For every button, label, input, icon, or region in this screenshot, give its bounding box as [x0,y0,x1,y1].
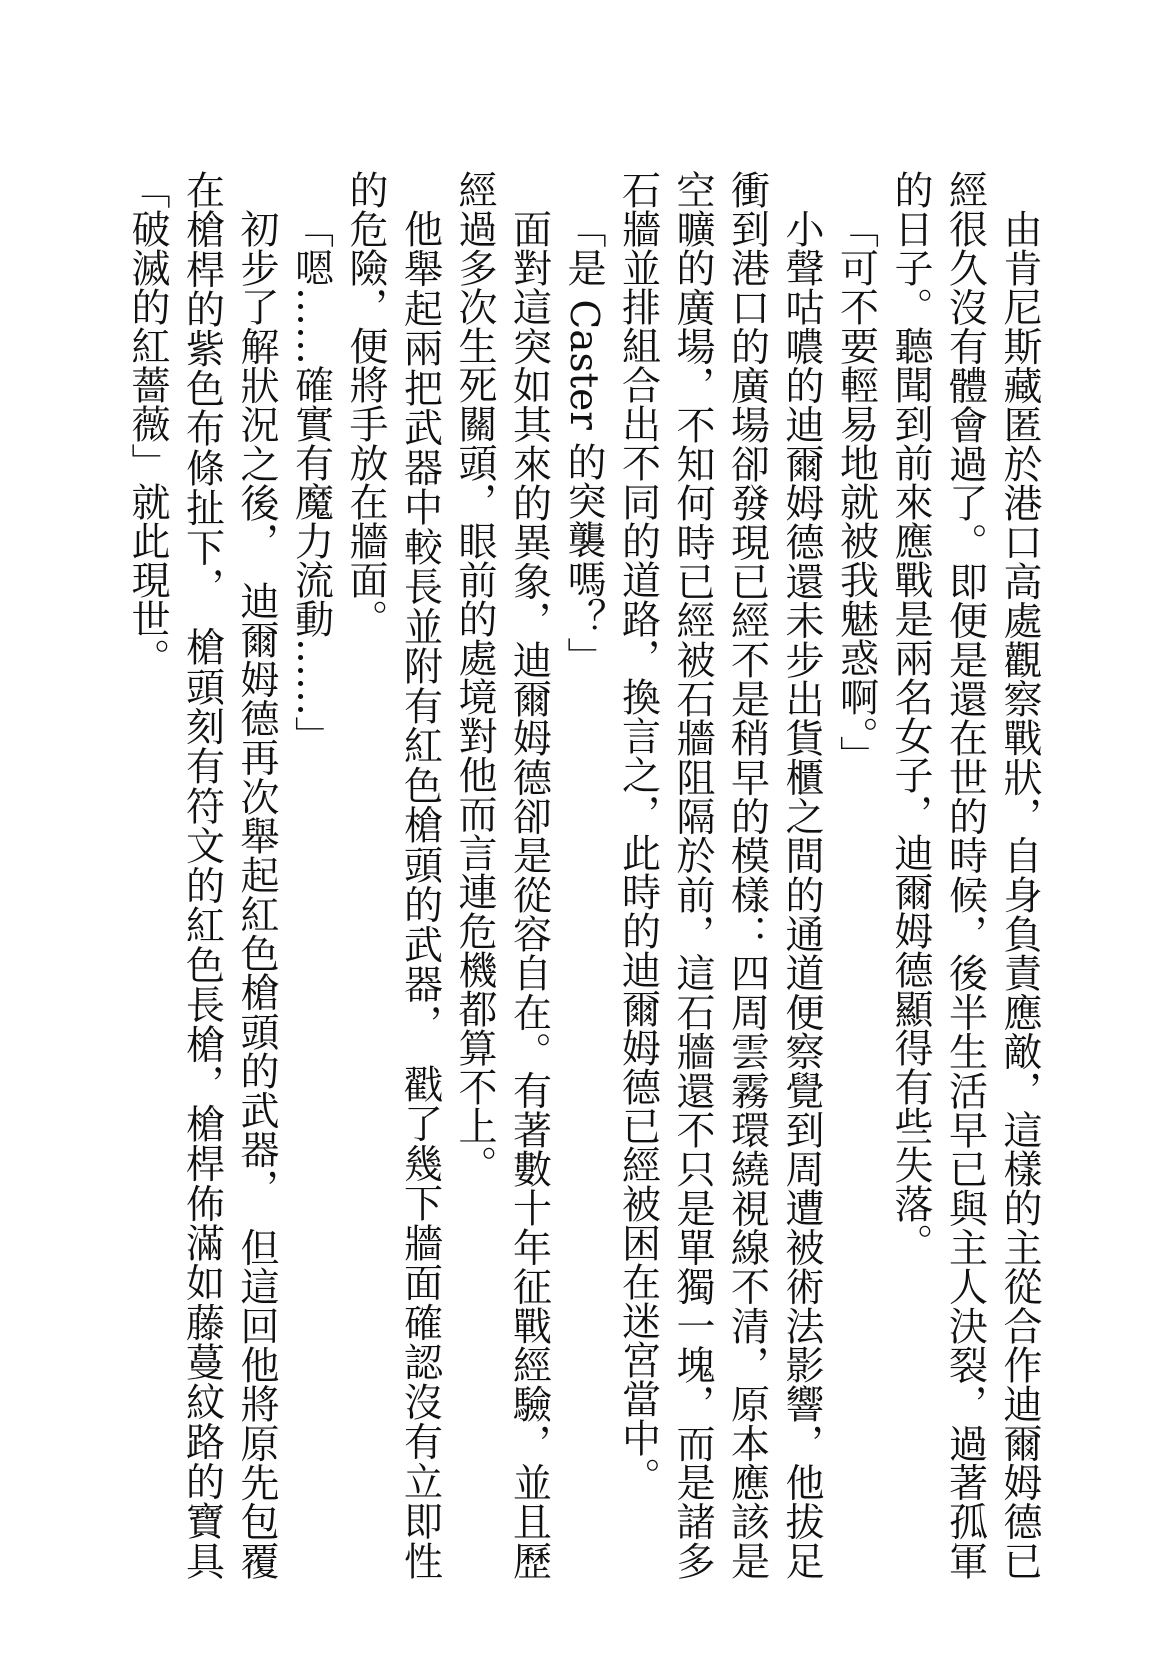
vertical-text-body [86,170,1046,1580]
dialog-line: 「嗯……確實有魔力流動……」 [288,209,334,755]
paragraph: 面對這突如其來的異象，迪爾姆德卻是從容自在。有著數十年征戰經驗，並且歷經過多次生死關頭，眼前的處境對他而言連危機都算不上。 [452,170,552,1580]
dialog-line: 「可不要輕易地就被我魅惑啊。」 [833,209,879,775]
paragraph: 初步了解狀況之後， 迪爾姆德再次舉起紅色槍頭的武器， 但這回他將原先包覆在槍桿的紫色布條扯下， 槍頭刻有符文的紅色長槍，槍桿佈滿如藤蔓紋路的寶具「破滅的紅薔薇」就此現世。 [125,170,279,1580]
dialog-line: 「是 Caster 的突襲嗎？」 [561,209,606,677]
paragraph: 他舉起兩把武器中較長並附有紅色槍頭的武器， 戳了幾下牆面確認沒有立即性的危險，便將手放在牆面。 [343,170,443,1580]
paragraph: 由肯尼斯藏匿於港口高處觀察戰狀，自身負責應敵，這樣的主從合作迪爾姆德已經很久沒有體會過了。即便是還在世的時候，後半生活早已與主人決裂，過著孤軍的日子。聽聞到前來應戰是兩名女子，迪爾姆德顯得有些失落。 [888,170,1042,1580]
paragraph: 小聲咕噥的迪爾姆德還未步出貨櫃之間的通道便察覺到周遭被術法影響，他拔足衝到港口的廣場卻發現已經不是稍早的模樣：四周雲霧環繞視線不清，原本應該是空曠的廣場，不知何時已經被石牆阻隔於前，這石牆還不只是單獨一塊，而是諸多石牆並排組合出不同的道路，換言之，此時的迪爾姆德已經被困在迷宮當中。 [615,170,824,1580]
